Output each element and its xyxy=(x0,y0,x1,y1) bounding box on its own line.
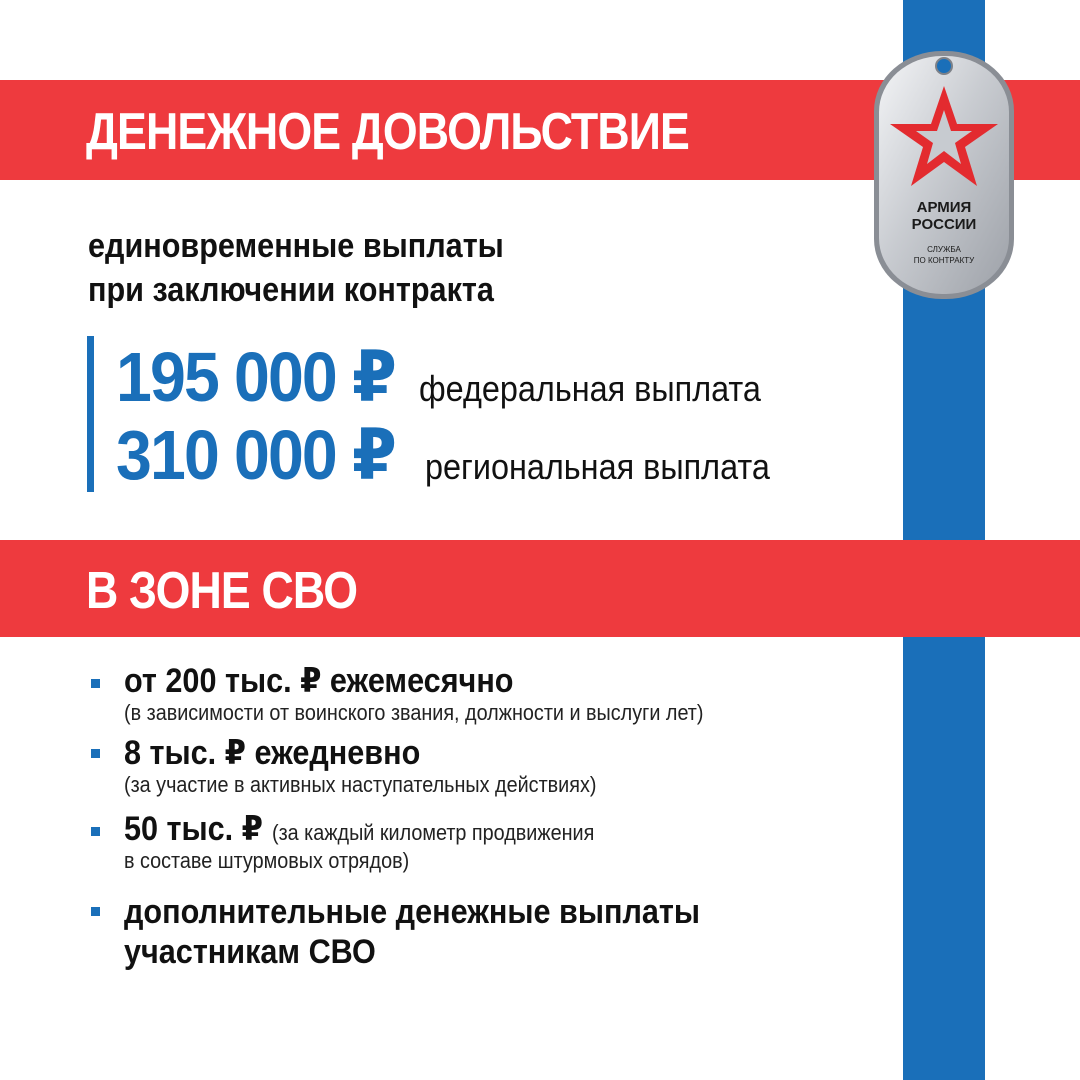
list-item xyxy=(124,734,649,798)
list-item-main-line-2: участникам СВО xyxy=(124,933,376,971)
bullet-icon xyxy=(91,679,100,688)
bullet-icon xyxy=(91,749,100,758)
list-item xyxy=(124,892,764,972)
logo-text-service: СЛУЖБА xyxy=(927,245,961,254)
onetime-line-1: единовременные выплаты xyxy=(88,227,504,265)
svo-band xyxy=(0,540,1080,637)
list-item-sub: (за участие в активных наступательных действиях) xyxy=(124,772,597,797)
bullet-icon xyxy=(91,907,100,916)
federal-amount: 195 000 ₽ xyxy=(116,338,395,416)
regional-amount: 310 000 ₽ xyxy=(116,416,395,494)
svo-title: В ЗОНЕ СВО xyxy=(86,562,358,620)
list-item-main: от 200 тыс. ₽ ежемесячно xyxy=(124,662,514,700)
onetime-line-2: при заключении контракта xyxy=(88,271,494,309)
bullet-icon xyxy=(91,827,100,836)
list-item-main: 50 тыс. ₽ xyxy=(124,810,263,848)
army-dog-tag-logo xyxy=(871,48,1017,302)
list-item-sub: (в зависимости от воинского звания, должности и выслуги лет) xyxy=(124,700,704,725)
list-item xyxy=(124,662,768,726)
list-item xyxy=(124,810,647,874)
regional-label: региональная выплата xyxy=(425,446,771,487)
list-item-sub: в составе штурмовых отрядов) xyxy=(124,848,410,873)
logo-text-contract: ПО КОНТРАКТУ xyxy=(913,256,975,265)
regional-payment-row xyxy=(116,414,808,496)
amount-accent-bar xyxy=(87,336,94,492)
onetime-payments-heading xyxy=(88,224,504,312)
list-item-inline-sub: (за каждый километр продвижения xyxy=(271,820,595,845)
logo-text-army: АРМИЯ xyxy=(916,199,972,216)
page-title: ДЕНЕЖНОЕ ДОВОЛЬСТВИЕ xyxy=(86,103,690,161)
list-item-main: 8 тыс. ₽ ежедневно xyxy=(124,734,421,772)
federal-payment-row xyxy=(116,336,799,418)
federal-label: федеральная выплата xyxy=(419,368,762,409)
list-item-main-line-1: дополнительные денежные выплаты xyxy=(124,893,701,931)
logo-text-russia: РОССИИ xyxy=(911,216,977,233)
